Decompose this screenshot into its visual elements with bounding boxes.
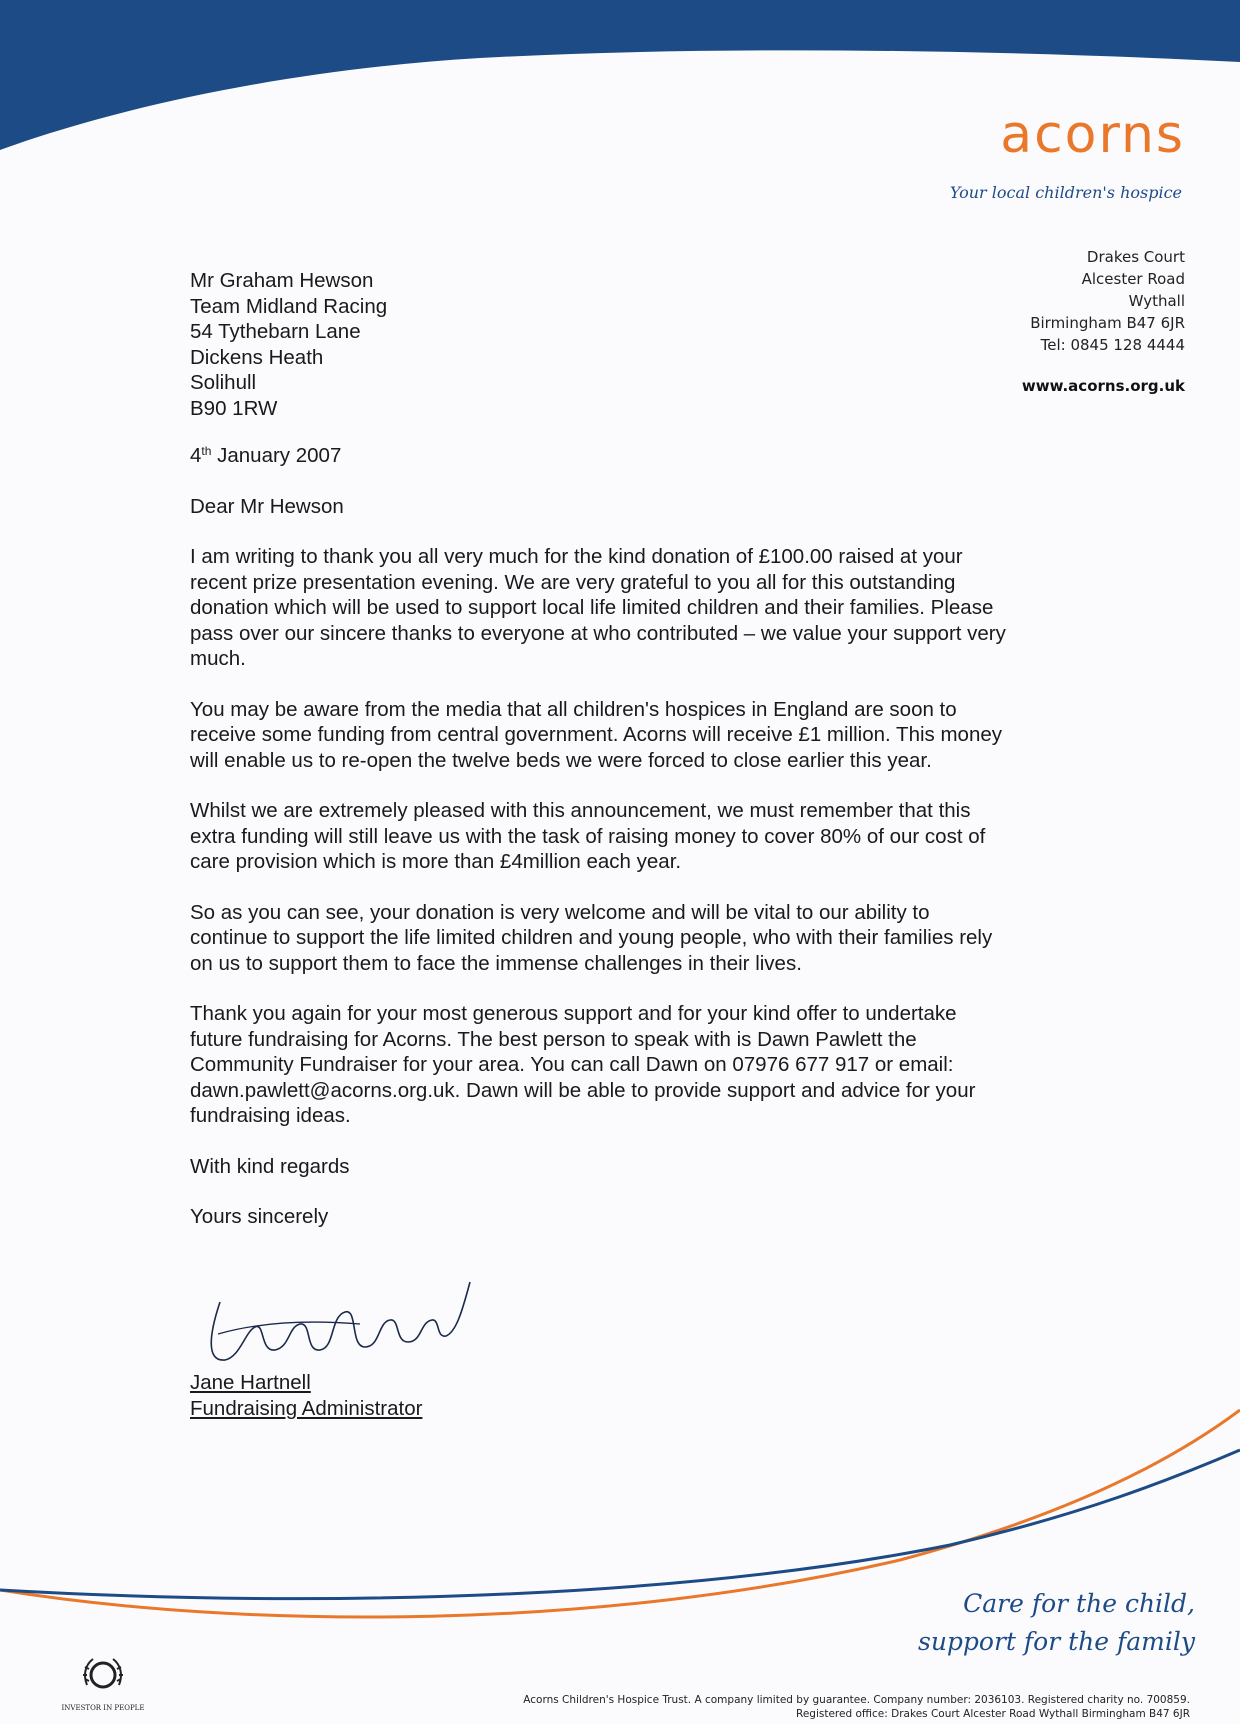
website-link[interactable]: www.acorns.org.uk [1021,377,1185,395]
legal-footer [523,1693,1190,1721]
sender-address-line: Alcester Road [1081,270,1185,288]
recipient-line: B90 1RW [190,396,278,420]
sender-phone: Tel: 0845 128 4444 [1040,336,1185,354]
letter-date: 4th January 2007 [190,444,342,467]
signer-title: Fundraising Administrator [190,1397,423,1420]
recipient-line: Solihull [190,371,257,394]
paragraph: So as you can see, your donation is very welcome and will be vital to our ability to continue to support the life limited children and young people, who with their families rely on us to support them to face the immense challenges in their lives. [190,900,993,975]
sign-off: Yours sincerely [190,1205,329,1228]
laurel-icon [81,1655,125,1697]
acorns-logo: acorns [1000,105,1185,165]
sender-address-line: Birmingham B47 6JR [1030,314,1185,332]
paragraph: Whilst we are extremely pleased with this announcement, we must remember that this extra funding will still leave us with the task of raising money to cover 80% of our cost of care provision which is more than £4million each year. [190,799,986,873]
slogan [918,1585,1195,1661]
recipient-line: Mr Graham Hewson [190,269,374,292]
signer-name: Jane Hartnell [190,1371,311,1394]
paragraph: I am writing to thank you all very much for the kind donation of £100.00 raised at your recent prize presentation evening. We are very grateful to you all for this outstanding donation which will be used to support local life limited children and their families. Please pass over our sincere thanks to everyone at who contributed – we value your support very much. [190,545,1006,670]
recipient-address [190,268,1010,421]
recipient-line: Dickens Heath [190,345,324,369]
handwritten-signature [200,1272,480,1372]
legal-line: Acorns Children's Hospice Trust. A company limited by guarantee. Company number: 2036103. Registered charity no. 700859. [523,1694,1190,1706]
sender-address-line: Drakes Court [1086,248,1185,266]
recipient-line: 54 Tythebarn Lane [190,320,361,343]
closing: With kind regards [190,1154,350,1178]
logo-tagline: Your local children's hospice [949,183,1182,202]
investor-label: INVESTOR IN PEOPLE [61,1704,145,1712]
legal-line: Registered office: Drakes Court Alcester Road Wythall Birmingham B47 6JR [796,1708,1190,1720]
greeting: Dear Mr Hewson [190,494,344,518]
slogan-line: Care for the child, [963,1589,1195,1618]
recipient-line: Team Midland Racing [190,294,388,318]
paragraph: Thank you again for your most generous support and for your kind offer to undertake future fundraising for Acorns. The best person to speak with is Dawn Pawlett the Community Fundraiser for your area. You can call Dawn on 07976 677 917 or email: dawn.pawlett@acorns.org.uk. Dawn will be able to provide support and advice for your fundraising ideas. [190,1002,976,1127]
slogan-line: support for the family [917,1627,1195,1656]
sender-address-line: Wythall [1128,292,1185,310]
paragraph: You may be aware from the media that all children's hospices in England are soon to receive some funding from central government. Acorns will receive £1 million. This money will enable us to re-open the twelve beds we were forced to close earlier this year. [190,697,1003,772]
letter-body [190,268,1010,1230]
sender-address [1030,246,1185,356]
investor-in-people-badge [48,1655,158,1724]
